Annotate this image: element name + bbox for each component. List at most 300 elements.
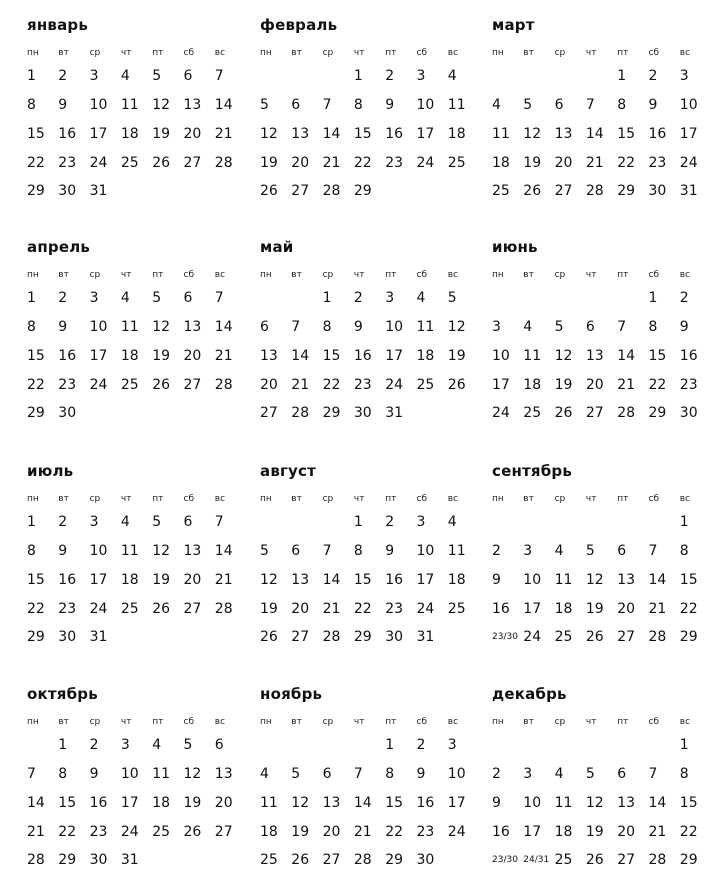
day-cell: 2 <box>416 737 426 753</box>
day-cell: 5 <box>152 514 162 530</box>
day-cell: 29 <box>679 629 698 645</box>
day-cell: 28 <box>214 155 233 171</box>
day-cell: 29 <box>27 629 45 645</box>
weekday-label: пн <box>492 48 504 58</box>
day-cell: 2 <box>385 514 395 530</box>
weekday-label: сб <box>648 48 659 58</box>
day-cell: 5 <box>523 97 533 113</box>
day-cell: 25 <box>120 377 139 393</box>
day-cell: 27 <box>617 852 636 868</box>
day-cell: 25 <box>120 155 139 171</box>
day-cell: 7 <box>214 514 224 530</box>
day-cell: 24/31 <box>523 855 550 865</box>
weekday-label: сб <box>183 270 194 280</box>
month-9 <box>27 669 242 884</box>
day-cell: 20 <box>183 348 202 364</box>
day-cell: 19 <box>447 348 466 364</box>
day-cell: 4 <box>492 97 501 113</box>
day-cell: 24 <box>416 155 435 171</box>
day-cell: 15 <box>322 348 341 364</box>
day-cell: 9 <box>492 795 501 811</box>
day-cell: 4 <box>554 543 564 559</box>
day-cell: 28 <box>648 852 667 868</box>
day-cell: 20 <box>585 377 604 393</box>
day-cell: 26 <box>152 601 171 617</box>
day-cell: 2 <box>648 68 658 84</box>
day-cell: 3 <box>492 319 501 335</box>
month-0 <box>27 0 242 215</box>
day-cell: 12 <box>260 572 278 588</box>
day-cell: 17 <box>679 126 698 142</box>
weekday-label: сб <box>416 48 427 58</box>
day-cell: 16 <box>492 601 510 617</box>
day-cell: 15 <box>648 348 667 364</box>
day-cell: 26 <box>585 852 604 868</box>
weekday-label: вс <box>214 494 226 504</box>
day-cell: 25 <box>523 405 542 421</box>
weekday-label: сб <box>648 270 659 280</box>
day-cell: 31 <box>120 852 139 868</box>
day-cell: 16 <box>385 572 404 588</box>
day-cell: 20 <box>617 824 636 840</box>
day-cell: 29 <box>679 852 698 868</box>
day-cell: 2 <box>58 514 68 530</box>
day-cell: 10 <box>385 319 404 335</box>
day-cell: 13 <box>260 348 278 364</box>
weekday-label: вс <box>214 717 226 727</box>
day-cell: 30 <box>385 629 404 645</box>
day-cell: 5 <box>260 97 269 113</box>
day-cell: 13 <box>291 572 310 588</box>
day-cell: 10 <box>120 766 139 782</box>
month-title: сентябрь <box>492 462 573 480</box>
day-cell: 23 <box>58 601 77 617</box>
day-cell: 12 <box>523 126 542 142</box>
day-cell: 4 <box>523 319 533 335</box>
day-cell: 30 <box>353 405 372 421</box>
day-cell: 21 <box>353 824 372 840</box>
day-cell: 24 <box>120 824 139 840</box>
weekday-label: пт <box>385 717 397 727</box>
day-cell: 13 <box>183 97 202 113</box>
weekday-label: пт <box>617 494 629 504</box>
day-cell: 19 <box>291 824 310 840</box>
month-title: ноябрь <box>260 685 323 703</box>
day-cell: 6 <box>617 543 627 559</box>
weekday-label: вт <box>58 270 69 280</box>
day-cell: 24 <box>416 601 435 617</box>
day-cell: 10 <box>492 348 510 364</box>
day-cell: 12 <box>152 543 171 559</box>
day-cell: 3 <box>447 737 457 753</box>
weekday-label: ср <box>554 717 566 727</box>
weekday-label: ср <box>554 494 566 504</box>
day-cell: 21 <box>322 155 341 171</box>
day-cell: 15 <box>679 795 698 811</box>
day-cell: 10 <box>89 97 108 113</box>
day-cell: 1 <box>617 68 627 84</box>
month-title: октябрь <box>27 685 98 703</box>
weekday-label: вт <box>58 48 69 58</box>
day-cell: 8 <box>58 766 68 782</box>
day-cell: 28 <box>648 629 667 645</box>
weekday-label: пн <box>27 494 39 504</box>
weekday-label: вт <box>523 717 534 727</box>
month-1 <box>260 0 475 215</box>
day-cell: 25 <box>416 377 435 393</box>
weekday-label: вс <box>447 494 459 504</box>
day-cell: 24 <box>89 377 108 393</box>
day-cell: 18 <box>554 824 573 840</box>
day-cell: 24 <box>492 405 510 421</box>
day-cell: 11 <box>554 795 573 811</box>
day-cell: 28 <box>322 629 341 645</box>
day-cell: 28 <box>585 183 604 199</box>
day-cell: 7 <box>322 543 332 559</box>
weekday-label: чт <box>353 717 365 727</box>
day-cell: 22 <box>27 155 45 171</box>
day-cell: 18 <box>447 126 466 142</box>
day-cell: 18 <box>152 795 171 811</box>
day-cell: 14 <box>322 126 341 142</box>
day-cell: 11 <box>447 97 466 113</box>
day-cell: 16 <box>492 824 510 840</box>
day-cell: 20 <box>183 126 202 142</box>
day-cell: 6 <box>291 543 301 559</box>
day-cell: 14 <box>648 795 667 811</box>
day-cell: 9 <box>416 766 426 782</box>
day-cell: 19 <box>523 155 542 171</box>
weekday-label: вс <box>447 717 459 727</box>
weekday-label: вт <box>523 494 534 504</box>
day-cell: 28 <box>27 852 45 868</box>
weekday-label: сб <box>648 494 659 504</box>
day-cell: 10 <box>89 543 108 559</box>
day-cell: 11 <box>260 795 278 811</box>
day-cell: 6 <box>554 97 564 113</box>
day-cell: 25 <box>554 629 573 645</box>
day-cell: 23 <box>58 377 77 393</box>
day-cell: 4 <box>120 68 130 84</box>
weekday-label: чт <box>353 494 365 504</box>
day-cell: 30 <box>416 852 435 868</box>
weekday-label: пт <box>152 48 164 58</box>
day-cell: 23 <box>353 377 372 393</box>
weekday-label: ср <box>554 270 566 280</box>
day-cell: 28 <box>291 405 310 421</box>
day-cell: 1 <box>648 290 658 306</box>
day-cell: 23 <box>89 824 108 840</box>
month-title: май <box>260 238 294 256</box>
weekday-label: ср <box>554 48 566 58</box>
day-cell: 9 <box>385 543 395 559</box>
month-11 <box>492 669 707 884</box>
day-cell: 8 <box>353 543 363 559</box>
day-cell: 28 <box>214 601 233 617</box>
day-cell: 23 <box>679 377 698 393</box>
day-cell: 24 <box>679 155 698 171</box>
month-title: декабрь <box>492 685 567 703</box>
day-cell: 8 <box>322 319 332 335</box>
day-cell: 18 <box>416 348 435 364</box>
month-title: январь <box>27 16 89 34</box>
day-cell: 18 <box>447 572 466 588</box>
day-cell: 2 <box>385 68 395 84</box>
day-cell: 23/30 <box>492 855 518 865</box>
day-cell: 28 <box>353 852 372 868</box>
weekday-label: пт <box>617 717 629 727</box>
weekday-label: сб <box>183 494 194 504</box>
day-cell: 9 <box>353 319 363 335</box>
month-10 <box>260 669 475 884</box>
day-cell: 30 <box>89 852 108 868</box>
weekday-label: ср <box>89 494 101 504</box>
day-cell: 11 <box>120 543 139 559</box>
day-cell: 11 <box>152 766 171 782</box>
day-cell: 1 <box>679 737 689 753</box>
day-cell: 12 <box>291 795 310 811</box>
day-cell: 9 <box>648 97 658 113</box>
day-cell: 9 <box>58 97 68 113</box>
weekday-label: пн <box>27 48 39 58</box>
day-cell: 18 <box>492 155 510 171</box>
day-cell: 19 <box>183 795 202 811</box>
day-cell: 17 <box>120 795 139 811</box>
weekday-label: пт <box>152 717 164 727</box>
day-cell: 6 <box>214 737 224 753</box>
day-cell: 8 <box>385 766 395 782</box>
day-cell: 13 <box>291 126 310 142</box>
day-cell: 16 <box>648 126 667 142</box>
day-cell: 13 <box>183 319 202 335</box>
weekday-label: сб <box>416 494 427 504</box>
day-cell: 10 <box>523 795 542 811</box>
day-cell: 31 <box>385 405 404 421</box>
day-cell: 13 <box>617 572 636 588</box>
month-title: август <box>260 462 317 480</box>
day-cell: 16 <box>416 795 435 811</box>
day-cell: 1 <box>353 68 363 84</box>
day-cell: 1 <box>353 514 363 530</box>
day-cell: 14 <box>353 795 372 811</box>
day-cell: 4 <box>120 290 130 306</box>
day-cell: 21 <box>291 377 310 393</box>
day-cell: 25 <box>120 601 139 617</box>
day-cell: 11 <box>523 348 542 364</box>
day-cell: 17 <box>416 572 435 588</box>
day-cell: 17 <box>447 795 466 811</box>
day-cell: 24 <box>523 629 542 645</box>
day-cell: 6 <box>183 514 193 530</box>
day-cell: 22 <box>617 155 636 171</box>
day-cell: 30 <box>58 629 77 645</box>
weekday-label: вт <box>291 270 302 280</box>
day-cell: 22 <box>679 601 698 617</box>
day-cell: 18 <box>120 572 139 588</box>
month-8 <box>492 446 707 661</box>
day-cell: 27 <box>322 852 341 868</box>
day-cell: 7 <box>617 319 627 335</box>
day-cell: 2 <box>89 737 99 753</box>
day-cell: 9 <box>679 319 689 335</box>
day-cell: 7 <box>585 97 595 113</box>
day-cell: 27 <box>183 377 202 393</box>
day-cell: 26 <box>523 183 542 199</box>
day-cell: 22 <box>353 155 372 171</box>
weekday-label: пт <box>152 270 164 280</box>
day-cell: 17 <box>89 572 108 588</box>
day-cell: 7 <box>214 290 224 306</box>
day-cell: 3 <box>416 514 426 530</box>
weekday-label: ср <box>89 48 101 58</box>
weekday-label: вс <box>447 270 459 280</box>
day-cell: 21 <box>322 601 341 617</box>
day-cell: 21 <box>27 824 45 840</box>
day-cell: 17 <box>523 601 542 617</box>
day-cell: 13 <box>554 126 573 142</box>
day-cell: 16 <box>679 348 698 364</box>
weekday-label: пн <box>260 717 272 727</box>
day-cell: 16 <box>58 348 77 364</box>
weekday-label: вт <box>291 717 302 727</box>
day-cell: 19 <box>260 601 278 617</box>
day-cell: 29 <box>385 852 404 868</box>
day-cell: 6 <box>260 319 269 335</box>
day-cell: 12 <box>585 795 604 811</box>
weekday-label: ср <box>322 494 334 504</box>
day-cell: 17 <box>492 377 510 393</box>
day-cell: 6 <box>183 290 193 306</box>
day-cell: 13 <box>183 543 202 559</box>
day-cell: 3 <box>679 68 689 84</box>
day-cell: 17 <box>89 348 108 364</box>
day-cell: 9 <box>492 572 501 588</box>
day-cell: 15 <box>27 126 45 142</box>
weekday-label: чт <box>120 270 132 280</box>
weekday-label: пн <box>260 494 272 504</box>
month-3 <box>27 222 242 437</box>
day-cell: 14 <box>617 348 636 364</box>
weekday-label: пт <box>617 270 629 280</box>
day-cell: 25 <box>447 155 466 171</box>
day-cell: 21 <box>214 126 233 142</box>
day-cell: 14 <box>27 795 45 811</box>
day-cell: 2 <box>58 290 68 306</box>
day-cell: 29 <box>58 852 77 868</box>
day-cell: 3 <box>89 68 99 84</box>
day-cell: 19 <box>554 377 573 393</box>
weekday-label: пн <box>27 270 39 280</box>
day-cell: 1 <box>679 514 689 530</box>
day-cell: 26 <box>291 852 310 868</box>
day-cell: 23 <box>385 601 404 617</box>
month-7 <box>260 446 475 661</box>
day-cell: 19 <box>152 348 171 364</box>
day-cell: 16 <box>58 572 77 588</box>
weekday-label: ср <box>322 717 334 727</box>
day-cell: 10 <box>447 766 466 782</box>
day-cell: 11 <box>120 97 139 113</box>
day-cell: 23 <box>385 155 404 171</box>
day-cell: 26 <box>260 629 278 645</box>
day-cell: 5 <box>585 766 595 782</box>
day-cell: 20 <box>554 155 573 171</box>
day-cell: 25 <box>447 601 466 617</box>
day-cell: 26 <box>152 377 171 393</box>
day-cell: 16 <box>353 348 372 364</box>
weekday-label: пт <box>385 270 397 280</box>
day-cell: 29 <box>617 183 636 199</box>
day-cell: 7 <box>648 766 658 782</box>
day-cell: 27 <box>554 183 573 199</box>
day-cell: 5 <box>260 543 269 559</box>
day-cell: 2 <box>679 290 689 306</box>
weekday-label: пт <box>385 494 397 504</box>
day-cell: 30 <box>679 405 698 421</box>
day-cell: 8 <box>648 319 658 335</box>
day-cell: 29 <box>27 183 45 199</box>
day-cell: 14 <box>585 126 604 142</box>
day-cell: 28 <box>214 377 233 393</box>
weekday-label: пт <box>152 494 164 504</box>
day-cell: 22 <box>322 377 341 393</box>
weekday-label: чт <box>353 270 365 280</box>
weekday-label: вс <box>679 494 691 504</box>
day-cell: 27 <box>617 629 636 645</box>
day-cell: 4 <box>260 766 269 782</box>
day-cell: 5 <box>183 737 193 753</box>
weekday-label: чт <box>120 717 132 727</box>
day-cell: 18 <box>523 377 542 393</box>
day-cell: 8 <box>679 543 689 559</box>
day-cell: 2 <box>492 766 501 782</box>
day-cell: 3 <box>416 68 426 84</box>
day-cell: 19 <box>585 601 604 617</box>
weekday-label: вт <box>58 494 69 504</box>
day-cell: 3 <box>523 543 533 559</box>
weekday-label: сб <box>648 717 659 727</box>
day-cell: 9 <box>58 543 68 559</box>
day-cell: 20 <box>322 824 341 840</box>
day-cell: 16 <box>89 795 108 811</box>
day-cell: 25 <box>492 183 510 199</box>
day-cell: 13 <box>585 348 604 364</box>
weekday-label: вс <box>447 48 459 58</box>
day-cell: 10 <box>416 543 435 559</box>
day-cell: 11 <box>492 126 510 142</box>
day-cell: 19 <box>260 155 278 171</box>
day-cell: 18 <box>260 824 278 840</box>
day-cell: 1 <box>27 514 36 530</box>
day-cell: 26 <box>260 183 278 199</box>
day-cell: 14 <box>214 97 233 113</box>
day-cell: 9 <box>58 319 68 335</box>
month-title: июль <box>27 462 74 480</box>
day-cell: 2 <box>353 290 363 306</box>
month-6 <box>27 446 242 661</box>
day-cell: 4 <box>447 68 457 84</box>
weekday-label: чт <box>585 48 597 58</box>
weekday-label: вт <box>291 48 302 58</box>
day-cell: 10 <box>523 572 542 588</box>
day-cell: 12 <box>447 319 466 335</box>
day-cell: 15 <box>617 126 636 142</box>
day-cell: 3 <box>523 766 533 782</box>
day-cell: 14 <box>214 319 233 335</box>
day-cell: 7 <box>322 97 332 113</box>
weekday-label: ср <box>322 48 334 58</box>
day-cell: 1 <box>58 737 68 753</box>
